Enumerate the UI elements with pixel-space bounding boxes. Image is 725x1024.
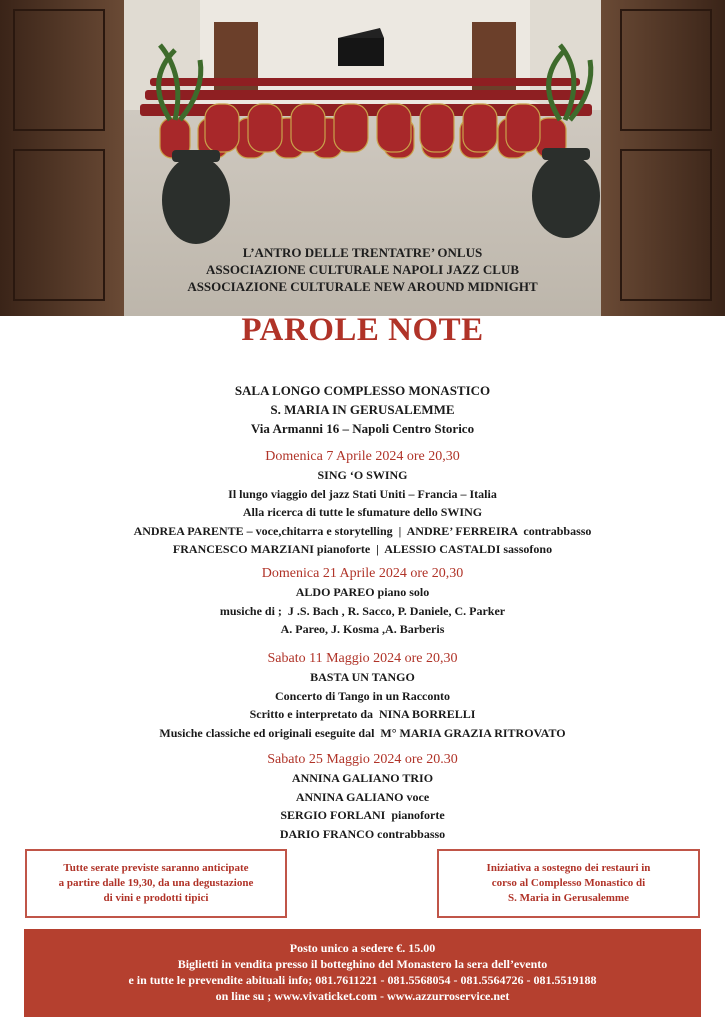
hall-photo (0, 0, 725, 316)
online-links: on line su ; www.vivaticket.com - www.azzurroservice.net (215, 989, 510, 1003)
event-title: ALDO PAREO piano solo (295, 585, 430, 599)
note-line: di vini e prodotti tipici (103, 892, 209, 904)
note-line: Iniziativa a sostegno dei restauri in (486, 862, 651, 874)
note-line: a partire dalle 19,30, da una degustazione (58, 877, 254, 889)
event-date: Sabato 25 Maggio 2024 ore 20.30 (267, 752, 458, 767)
event-line: DARIO FRANCO contrabbasso (279, 826, 446, 841)
note-line: Tutte serate previste saranno anticipate (63, 862, 249, 874)
ticket-info (24, 929, 701, 1017)
organizer-line: ASSOCIAZIONE CULTURALE NEW AROUND MIDNIGHT (187, 279, 538, 294)
event-line: SERGIO FORLANI pianoforte (280, 808, 445, 822)
organizers (0, 244, 725, 295)
ticket-line: e in tutte le prevendite abituali info; 081.7611221 - 081.5568054 - 081.5564726 - 081.5519188 (128, 973, 597, 987)
event-line: Alla ricerca di tutte le sfumature dello SWING (242, 505, 483, 519)
event-title: SING ‘O SWING (317, 468, 408, 482)
organizer-line: ASSOCIAZIONE CULTURALE NAPOLI JAZZ CLUB (205, 262, 520, 277)
venue (0, 381, 725, 438)
event-2 (0, 565, 725, 639)
event-line: ANDREA PARENTE – voce,chitarra e storytelling | ANDRE’ FERREIRA contrabbasso (133, 523, 592, 538)
event-date: Domenica 7 Aprile 2024 ore 20,30 (265, 449, 460, 464)
price: Posto unico a sedere €. 15.00 (289, 941, 436, 955)
venue-line: S. MARIA IN GERUSALEMME (270, 402, 455, 417)
event-4 (0, 751, 725, 843)
event-line: Scritto e interpretato da NINA BORRELLI (249, 707, 476, 721)
event-line: FRANCESCO MARZIANI pianoforte | ALESSIO CASTALDI sassofono (172, 542, 553, 556)
event-title: BASTA UN TANGO (310, 670, 415, 684)
event-line: A. Pareo, J. Kosma ,A. Barberis (280, 622, 445, 636)
note-line: corso al Complesso Monastico di (491, 877, 646, 889)
event-date: Sabato 11 Maggio 2024 ore 20,30 (267, 651, 458, 666)
venue-line: SALA LONGO COMPLESSO MONASTICO (234, 383, 491, 398)
note-tasting (25, 849, 287, 918)
event-line: Il lungo viaggio del jazz Stati Uniti – Francia – Italia (228, 486, 497, 501)
ticket-line: Biglietti in vendita presso il botteghino del Monastero la sera dell’evento (177, 957, 548, 971)
event-line: musiche di ; J .S. Bach , R. Sacco, P. Daniele, C. Parker (219, 603, 506, 618)
note-restoration (437, 849, 700, 918)
event-title: ANNINA GALIANO TRIO (291, 771, 434, 785)
event-3 (0, 650, 725, 742)
event-line: Musiche classiche ed originali eseguite dal M° MARIA GRAZIA RITROVATO (159, 725, 566, 740)
page-title: PAROLE NOTE (241, 312, 484, 348)
event-line: Concerto di Tango in un Racconto (274, 688, 451, 703)
note-line: S. Maria in Gerusalemme (508, 892, 629, 904)
organizer-line: L’ANTRO DELLE TRENTATRE’ ONLUS (242, 245, 483, 260)
event-line: ANNINA GALIANO voce (295, 789, 430, 804)
event-1 (0, 448, 725, 559)
venue-address: Via Armanni 16 – Napoli Centro Storico (250, 421, 475, 436)
event-date: Domenica 21 Aprile 2024 ore 20,30 (261, 566, 464, 581)
